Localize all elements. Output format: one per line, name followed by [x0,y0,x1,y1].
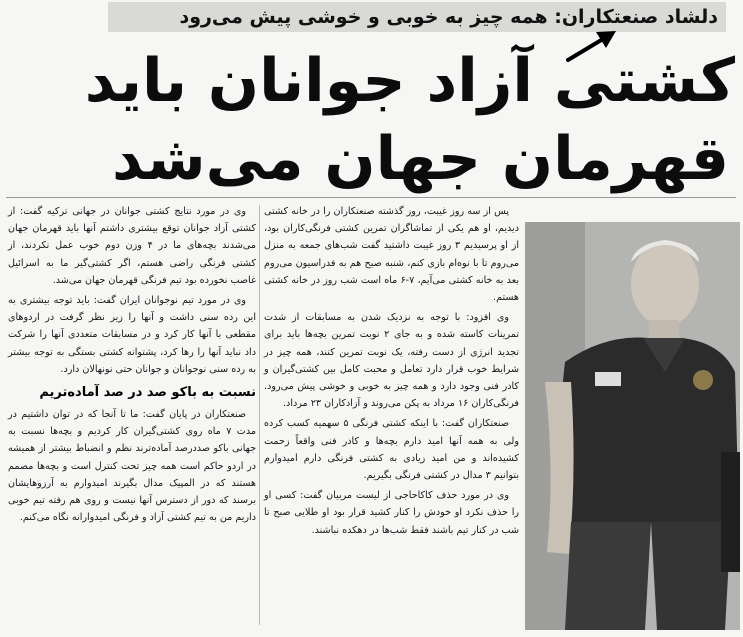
paragraph: صنعتکاران گفت: با اینکه کشتی فرنگی ۵ سهمیه کسب کرده ولی به همه آنها امید دارم بچه‌ها و کادر فنی واقعاً زحمت کشیده‌اند و من امید زیادی به کشتی فرنگی دارم امیدوارم بتوانیم ۳ مدال در کشتی فرنگی بگیریم. [264,418,519,482]
headline [30,42,735,198]
column-divider [259,205,260,625]
paragraph: وی افزود: با توجه به نزدیک شدن به مسابقات از شدت تمرینات کاسته شده و به جای ۲ نوبت تمرین بچه‌ها باید برای تجدید انرژی از دست رفته، یک نوبت تمرین کنند، همه چیز در شرایط خوب قرار دارد تعامل و محبت کامل بین کشتی‌گیران و کادر فنی وجود دارد و همه چیز به خوبی و خوشی پیش می‌رود. فرنگی‌کاران ۱۶ مرداد به پکن می‌روند و آزادکاران ۲۳ مرداد. [264,312,520,410]
divider [6,197,736,198]
headline-line-1: کشتی آزاد جوانان باید [84,46,735,116]
headline-line-2: قهرمان جهان می‌شد [112,124,729,194]
paragraph: وی در مورد تیم نوجوانان ایران گفت: باید توجه بیشتری به این رده سنی داشت و آنها را زیر نظر گرفت در اردوهای مقطعی با آنها کار کرد و در مسابقات متعددی آنها را شرکت داد نباید آنها را رها کرد، پشتوانه کشتی بستگی به توجه بیشتر به رده سنی نوجوانان و جوانان حتی نونهالان دارد. [8,295,256,375]
section-subhead: نسبت به باکو صد در صد آماده‌تریم [39,385,256,401]
article-column-left [8,203,256,529]
paragraph: پس از سه روز غیبت، روز گذشته صنعتکاران را در خانه کشتی دیدیم، او هم یکی از تماشاگران تمرین کشتی فرنگی‌کاران بود، از او پرسیدیم ۳ روز غیبت داشتید گفت شب‌های جمعه به منزل می‌روم تا با نوه‌ام بازی کنم، شنبه صبح هم به فدراسیون می‌روم بعد به خانه کشتی می‌آیم، ۷-۶ ماه است شب روز در خانه کشتی هستم. [264,206,520,304]
photo-illustration [525,222,740,630]
wrestling-coach-photo [525,222,740,630]
paragraph: صنعتکاران در پایان گفت: ما تا آنجا که در توان داشتیم در مدت ۷ ماه روی کشتی‌گیران کار کردیم و بچه‌ها نسبت به جهانی باکو صددرصد آماده‌ترند نظم و انضباط بیشتر از همیشه در اردو حاکم است همه چیز تحت کنترل است و بچه‌ها مصمم هستند که در المپیک مدال بگیرند امیدوارم به آرزوهایشان برسند که دور از دسترس آنها نیست و روی هم رفته تیم خوبی داریم من به تیم کشتی آزاد و فرنگی امیدوارانه نگاه می‌کنم. [8,409,256,524]
kicker-strip: دلشاد صنعتکاران: همه چیز به خوبی و خوشی پیش می‌رود [108,2,726,32]
article-column-middle [264,203,519,542]
paragraph: وی در مورد حذف کاکاحاجی از لیست مربیان گفت: کسی او را حذف نکرد او خودش را کنار کشید قرار بود او طلایی صبح تا شب در کنار تیم باشند فقط شب‌ها در دهکده نباشند. [264,490,519,536]
paragraph: وی در مورد نتایج کشتی جوانان در جهانی ترکیه گفت: از کشتی آزاد جوانان توقع بیشتری داشتم آنها باید قهرمان جهان می‌شدند بچه‌های ما در ۴ وزن دوم خوب عمل نکردند، از کشتی فرنگی راضی هستم، اگر کشتی‌گیر ما به اسرائیل غاصب نخورده بود تیم فرنگی قهرمان جهان می‌شد. [8,206,256,286]
